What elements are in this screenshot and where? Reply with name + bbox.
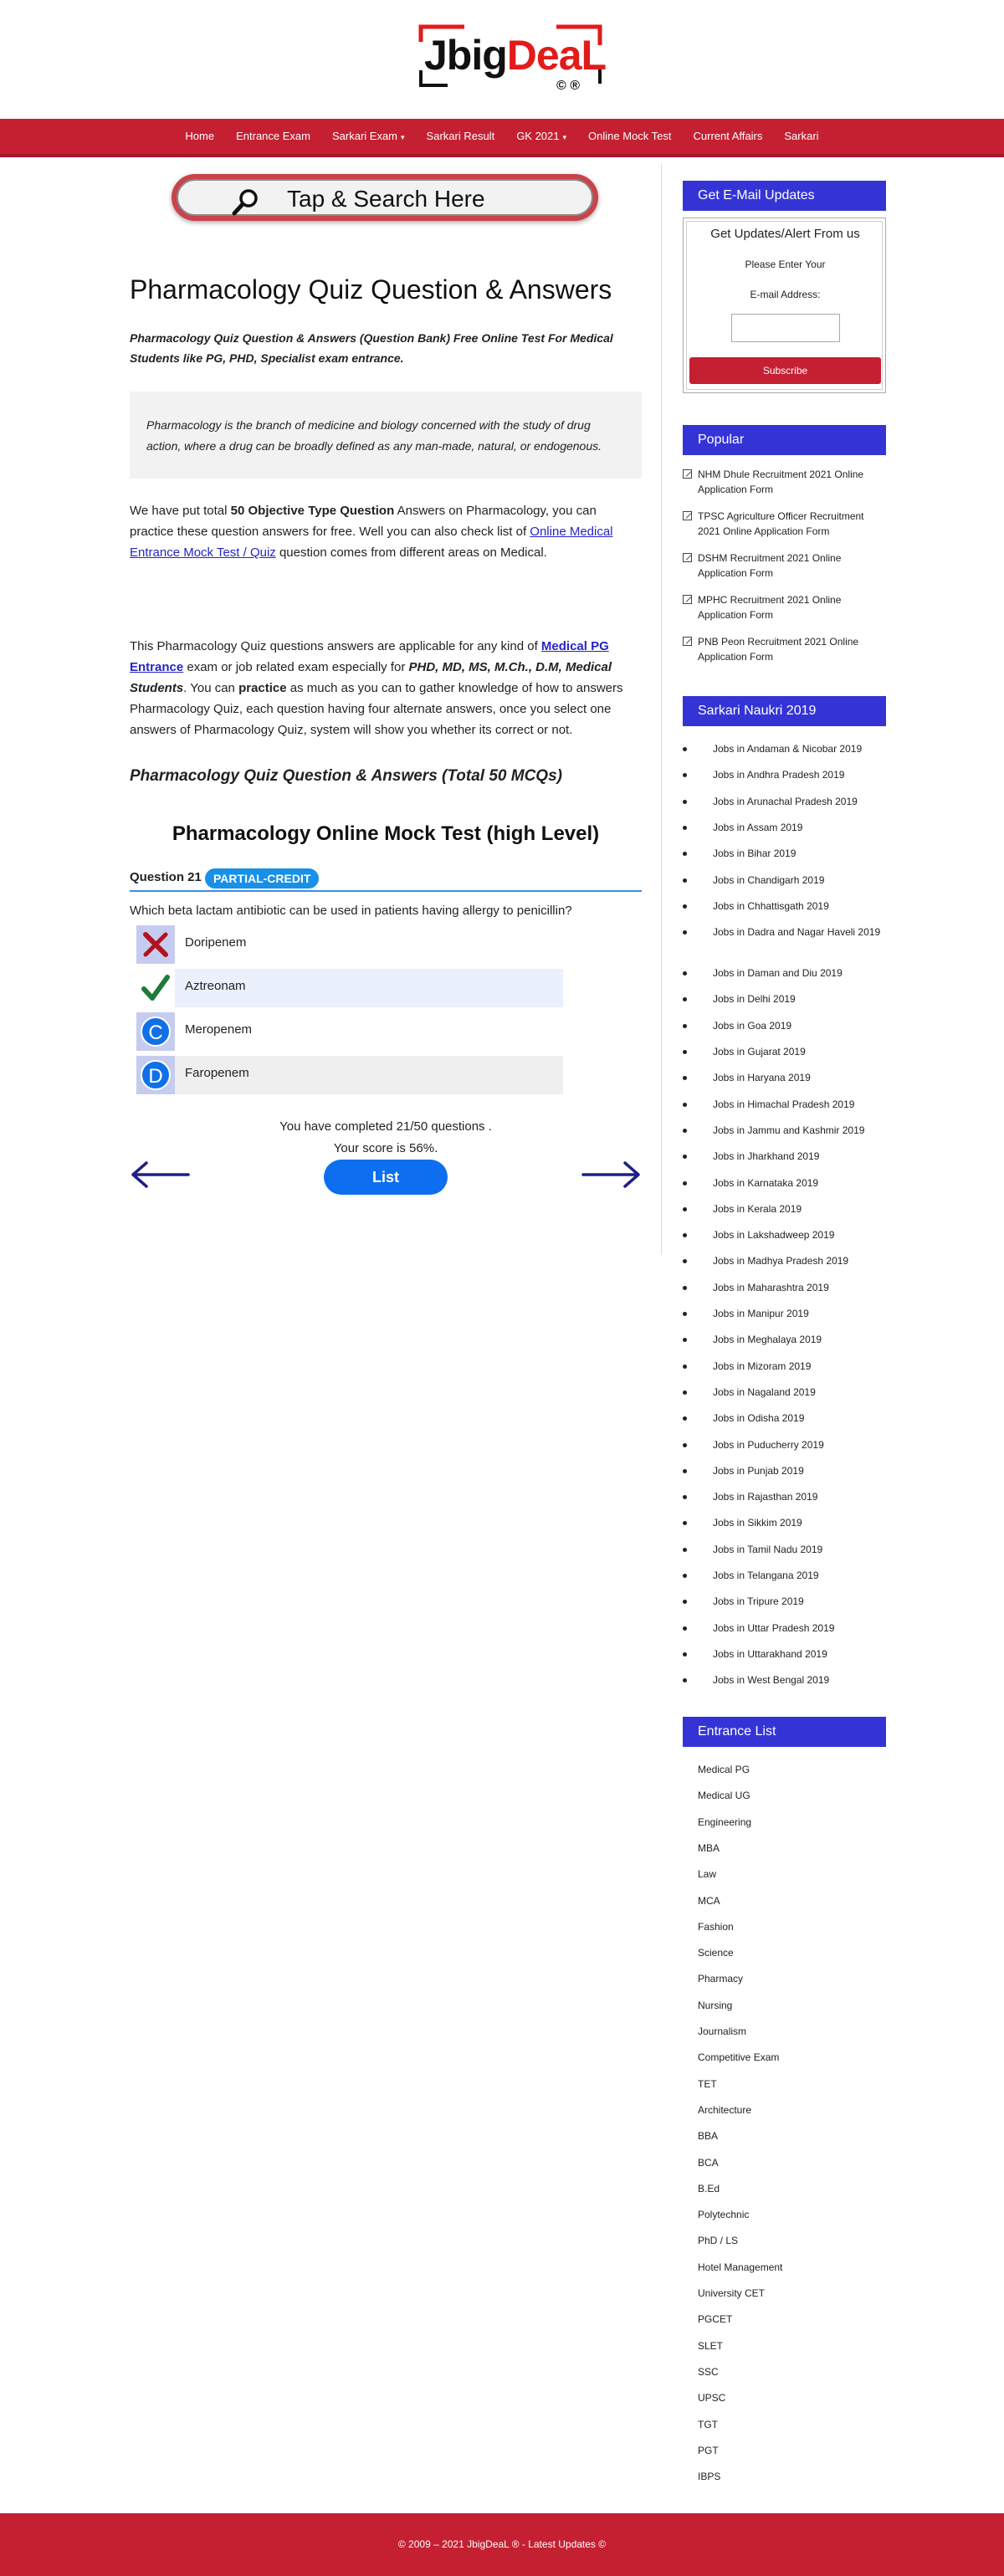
entrance-list-item[interactable]: TGT — [698, 2418, 718, 2430]
quiz-title: Pharmacology Online Mock Test (high Level) — [172, 822, 600, 845]
popular-widget-title: Popular — [683, 425, 886, 455]
sarkari-list-item[interactable]: Jobs in Uttar Pradesh 2019 — [683, 1621, 886, 1636]
entrance-list-item[interactable]: Hotel Management — [698, 2261, 783, 2273]
p1-text-2: Answers on Pharmacology, you can practice these question answers for free. Well you can also check list of — [130, 504, 597, 539]
definition-quote — [130, 392, 642, 479]
sarkari-list-item[interactable]: Jobs in Jammu and Kashmir 2019 — [683, 1123, 886, 1138]
nav-item-sarkari[interactable] — [773, 119, 829, 154]
sarkari-list-item[interactable]: Jobs in Andaman & Nicobar 2019 — [683, 741, 886, 756]
sarkari-list-item[interactable]: Jobs in Haryana 2019 — [683, 1070, 886, 1085]
sarkari-list-item[interactable]: Jobs in Lakshadweep 2019 — [683, 1227, 886, 1242]
sarkari-list-item[interactable]: Jobs in Daman and Diu 2019 — [683, 965, 886, 981]
entrance-list-item[interactable]: TET — [698, 2077, 717, 2090]
p2-text-1: This Pharmacology Quiz questions answers are applicable for any kind of — [130, 639, 541, 653]
completed-text: You have completed 21/50 questions . — [279, 1119, 492, 1134]
sarkari-list-item[interactable]: Jobs in Odisha 2019 — [683, 1411, 886, 1426]
p1-text-1: We have put total — [130, 504, 231, 518]
entrance-list-item[interactable]: SSC — [698, 2365, 719, 2378]
next-arrow-icon[interactable] — [581, 1158, 642, 1191]
sarkari-list-item[interactable]: Jobs in Chhattisgath 2019 — [683, 899, 886, 914]
sarkari-list-item[interactable]: Jobs in Punjab 2019 — [683, 1463, 886, 1478]
email-heading: Get Updates/Alert From us — [710, 227, 860, 241]
quote-text: Pharmacology is the branch of medicine and biology concerned with the study of drug action, where a drug can be broadly defined as any man-made, natural, or endogenous. — [146, 418, 602, 453]
mock-test-link[interactable]: Online Medical Entrance Mock Test / Quiz — [130, 525, 613, 560]
email-prompt-2: E-mail Address: — [750, 289, 821, 300]
email-subscribe-inner — [686, 221, 883, 390]
nav-item-label: Sarkari — [784, 130, 819, 142]
search-pill-inner — [177, 179, 593, 216]
popular-item-label: DSHM Recruitment 2021 Online Application Form — [698, 552, 842, 579]
option-a[interactable] — [136, 925, 563, 964]
popular-item-label: PNB Peon Recruitment 2021 Online Application Form — [698, 636, 859, 663]
entrance-list-item[interactable]: Polytechnic — [698, 2209, 750, 2221]
logo-part-1: Jbig — [424, 32, 507, 79]
medical-pg-link[interactable]: Medical PG Entrance — [130, 639, 609, 674]
nav-item-label: Sarkari Exam — [331, 129, 398, 142]
entrance-list-item[interactable]: Law — [698, 1868, 717, 1881]
cross-icon — [141, 930, 170, 959]
email-widget-title: Get E-Mail Updates — [683, 181, 886, 211]
search-banner[interactable] — [172, 174, 598, 221]
nav-item-current-affairs[interactable] — [683, 119, 774, 154]
sarkari-list-item[interactable]: Jobs in Gujarat 2019 — [683, 1044, 886, 1059]
sarkari-list-item[interactable]: Jobs in Kerala 2019 — [683, 1201, 886, 1216]
search-pill[interactable] — [172, 174, 598, 221]
entrance-list-item[interactable]: Science — [698, 1947, 734, 1959]
previous-arrow-icon[interactable] — [130, 1158, 190, 1191]
sarkari-list-item[interactable]: Jobs in Goa 2019 — [683, 1018, 886, 1033]
option-b-label: Aztreonam — [185, 979, 246, 993]
p2-text-2: exam or job related exam especially for — [183, 660, 409, 674]
sarkari-list-item[interactable]: Jobs in Nagaland 2019 — [683, 1385, 886, 1400]
logo-text — [424, 30, 606, 80]
email-prompt-1: Please Enter Your — [745, 259, 826, 270]
site-footer — [0, 2513, 1004, 2576]
logo-part-2: DeaL — [506, 32, 607, 79]
entrance-list-item[interactable]: B.Ed — [698, 2182, 720, 2194]
sarkari-list-item[interactable]: Jobs in Puducherry 2019 — [683, 1437, 886, 1452]
nav-item-label: Entrance Exam — [236, 130, 310, 142]
question-number: Question 21 — [130, 870, 202, 884]
option-c-label: Meropenem — [185, 1022, 253, 1037]
sarkari-list-item[interactable]: Jobs in Sikkim 2019 — [683, 1515, 886, 1530]
sarkari-list-item[interactable]: Jobs in Andhra Pradesh 2019 — [683, 767, 886, 782]
page-title: Pharmacology Quiz Question & Answers — [130, 274, 612, 305]
entrance-list-item[interactable]: PhD / LS — [698, 2235, 739, 2247]
nav-item-gk-2021[interactable] — [505, 119, 577, 155]
entrance-list-item[interactable]: Pharmacy — [698, 1973, 744, 1985]
entrance-list-item[interactable]: SLET — [698, 2339, 724, 2352]
list-button[interactable]: List — [324, 1160, 448, 1195]
edit-icon — [683, 637, 692, 646]
entrance-list-item[interactable]: MCA — [698, 1894, 720, 1907]
sarkari-list-item[interactable]: Jobs in Jharkhand 2019 — [683, 1149, 886, 1164]
popular-item[interactable] — [683, 551, 886, 581]
sarkari-list-item[interactable]: Jobs in Maharashtra 2019 — [683, 1280, 886, 1295]
sarkari-list-item[interactable]: Jobs in Tripure 2019 — [683, 1594, 886, 1609]
article-paragraph-2 — [130, 636, 642, 740]
chevron-down-icon: ▾ — [401, 132, 405, 141]
option-c[interactable] — [136, 1012, 563, 1051]
nav-item-label: Online Mock Test — [588, 130, 672, 142]
nav-item-label: Sarkari Result — [426, 130, 495, 142]
popular-item-label: NHM Dhule Recruitment 2021 Online Application Form — [698, 469, 864, 495]
entrance-list-item[interactable]: Journalism — [698, 2025, 747, 2037]
site-header — [0, 0, 1004, 119]
p2-text-4: as much as you can to gather knowledge of how to answers Pharmacology Quiz, each question having four alternate answers, once you select one answers of Pharmacology Quiz, system will show you whether its correct or not. — [130, 681, 623, 737]
entrance-list-item[interactable]: University CET — [698, 2287, 766, 2299]
sarkari-list-item[interactable]: Jobs in West Bengal 2019 — [683, 1672, 886, 1687]
email-subscribe-box — [683, 218, 886, 393]
entrance-list-item[interactable]: PGCET — [698, 2313, 733, 2326]
site-logo[interactable] — [414, 23, 607, 99]
popular-item[interactable] — [683, 509, 886, 539]
sarkari-list-item[interactable]: Jobs in Chandigarh 2019 — [683, 873, 886, 888]
article-paragraph-1 — [130, 500, 642, 563]
email-field[interactable] — [731, 314, 840, 342]
sarkari-list-item[interactable]: Jobs in Arunachal Pradesh 2019 — [683, 794, 886, 809]
nav-item-label: GK 2021 — [516, 129, 560, 142]
edit-icon — [683, 595, 692, 604]
search-label: Tap & Search Here — [287, 186, 485, 212]
entrance-list-item[interactable]: Medical PG — [698, 1764, 750, 1775]
sarkari-list-item[interactable]: Jobs in Uttarakhand 2019 — [683, 1646, 886, 1662]
option-d-label: Faropenem — [185, 1066, 249, 1080]
popular-item-label: MPHC Recruitment 2021 Online Application Form — [698, 594, 842, 621]
entrance-list-item[interactable]: Engineering — [698, 1815, 752, 1828]
nav-item-sarkari-exam[interactable] — [321, 119, 416, 155]
sarkari-list-item[interactable]: Jobs in Himachal Pradesh 2019 — [683, 1097, 886, 1112]
entrance-list-item[interactable]: IBPS — [698, 2471, 721, 2483]
edit-icon — [683, 553, 692, 562]
sarkari-list-item[interactable]: Jobs in Dadra and Nagar Haveli 2019 — [683, 924, 886, 940]
sarkari-list-item[interactable]: Jobs in Rajasthan 2019 — [683, 1489, 886, 1504]
entrance-list-item[interactable]: Competitive Exam — [698, 2051, 780, 2064]
p1-bold-1: 50 Objective Type Question — [230, 504, 395, 518]
p2-text-3: . You can — [183, 681, 239, 695]
nav-item-online-mock-test[interactable] — [577, 119, 682, 154]
sarkari-list-item[interactable]: Jobs in Mizoram 2019 — [683, 1359, 886, 1374]
option-a-label: Doripenem — [185, 935, 247, 950]
logo-trademark: © ® — [556, 79, 581, 93]
sarkari-list-item[interactable]: Jobs in Assam 2019 — [683, 820, 886, 835]
p1-text-3: question comes from different areas on Medical. — [275, 545, 547, 560]
question-header — [130, 868, 642, 892]
option-b[interactable] — [136, 969, 563, 1007]
sarkari-list-item[interactable]: Jobs in Manipur 2019 — [683, 1306, 886, 1321]
subscribe-button[interactable]: Subscribe — [689, 357, 881, 384]
sidebar-divider — [661, 163, 662, 1255]
entrance-list-item[interactable]: Fashion — [698, 1920, 734, 1933]
popular-item[interactable] — [683, 634, 886, 664]
sarkari-list-item[interactable]: Jobs in Telangana 2019 — [683, 1568, 886, 1583]
sarkari-list-item[interactable]: Jobs in Madhya Pradesh 2019 — [683, 1253, 886, 1268]
sarkari-list-item[interactable]: Jobs in Bihar 2019 — [683, 846, 886, 861]
p2-bold-2: practice — [238, 681, 287, 695]
edit-icon — [683, 511, 692, 520]
quiz-progress — [130, 1116, 642, 1160]
chevron-down-icon: ▾ — [562, 132, 567, 141]
popular-item[interactable] — [683, 592, 886, 622]
option-d[interactable] — [136, 1056, 563, 1094]
nav-item-label: Home — [185, 130, 215, 142]
entrance-list-item[interactable]: PGT — [698, 2444, 719, 2456]
edit-icon — [683, 469, 692, 479]
entrance-list-item[interactable]: BBA — [698, 2130, 719, 2143]
sarkari-widget-title: Sarkari Naukri 2019 — [683, 696, 886, 726]
article-intro: Pharmacology Quiz Question & Answers (Question Bank) Free Online Test For Medical Students like PG, PHD, Specialist exam entrance. — [130, 331, 613, 365]
question-text: Which beta lactam antibiotic can be used in patients having allergy to penicillin? — [130, 904, 572, 918]
nav-item-sarkari-result[interactable] — [416, 119, 506, 154]
option-d-icon — [136, 1056, 175, 1094]
entrance-widget-title: Entrance List — [683, 1717, 886, 1747]
checkmark-icon — [141, 974, 170, 1002]
entrance-list-item[interactable]: MBA — [698, 1841, 720, 1854]
main-nav — [0, 119, 1004, 157]
entrance-list-item[interactable]: Medical UG — [698, 1790, 750, 1802]
entrance-list-item[interactable]: BCA — [698, 2156, 719, 2169]
entrance-list-item[interactable]: Nursing — [698, 1999, 733, 2011]
p2-bold-1: PHD, MD, MS, M.Ch., D.M, Medical Students — [130, 660, 612, 695]
nav-item-label: Current Affairs — [693, 130, 763, 142]
mcq-heading: Pharmacology Quiz Question & Answers (Total 50 MCQs) — [130, 767, 562, 785]
letter-d-icon: D — [141, 1060, 171, 1090]
entrance-list-item[interactable]: UPSC — [698, 2392, 726, 2404]
option-c-icon — [136, 1012, 175, 1051]
score-text: Your score is 56%. — [333, 1141, 438, 1155]
nav-item-entrance-exam[interactable] — [225, 119, 321, 154]
popular-item[interactable] — [683, 467, 886, 497]
letter-c-icon: C — [141, 1017, 171, 1047]
sarkari-list-item[interactable]: Jobs in Delhi 2019 — [683, 991, 886, 1006]
search-icon — [232, 187, 260, 216]
correct-answer-icon — [136, 969, 175, 1007]
sarkari-list-item[interactable]: Jobs in Tamil Nadu 2019 — [683, 1542, 886, 1557]
nav-item-home[interactable] — [174, 119, 225, 154]
wrong-answer-icon — [136, 925, 175, 964]
sarkari-list-item[interactable]: Jobs in Karnataka 2019 — [683, 1175, 886, 1191]
sarkari-list-item[interactable]: Jobs in Meghalaya 2019 — [683, 1332, 886, 1347]
footer-copyright: © 2009 – 2021 JbigDeaL ® - Latest Updates © — [397, 2538, 607, 2550]
popular-item-label: TPSC Agriculture Officer Recruitment 2021 Online Application Form — [698, 510, 864, 537]
partial-credit-badge: PARTIAL-CREDIT — [205, 868, 319, 889]
entrance-list-item[interactable]: Architecture — [698, 2103, 752, 2116]
